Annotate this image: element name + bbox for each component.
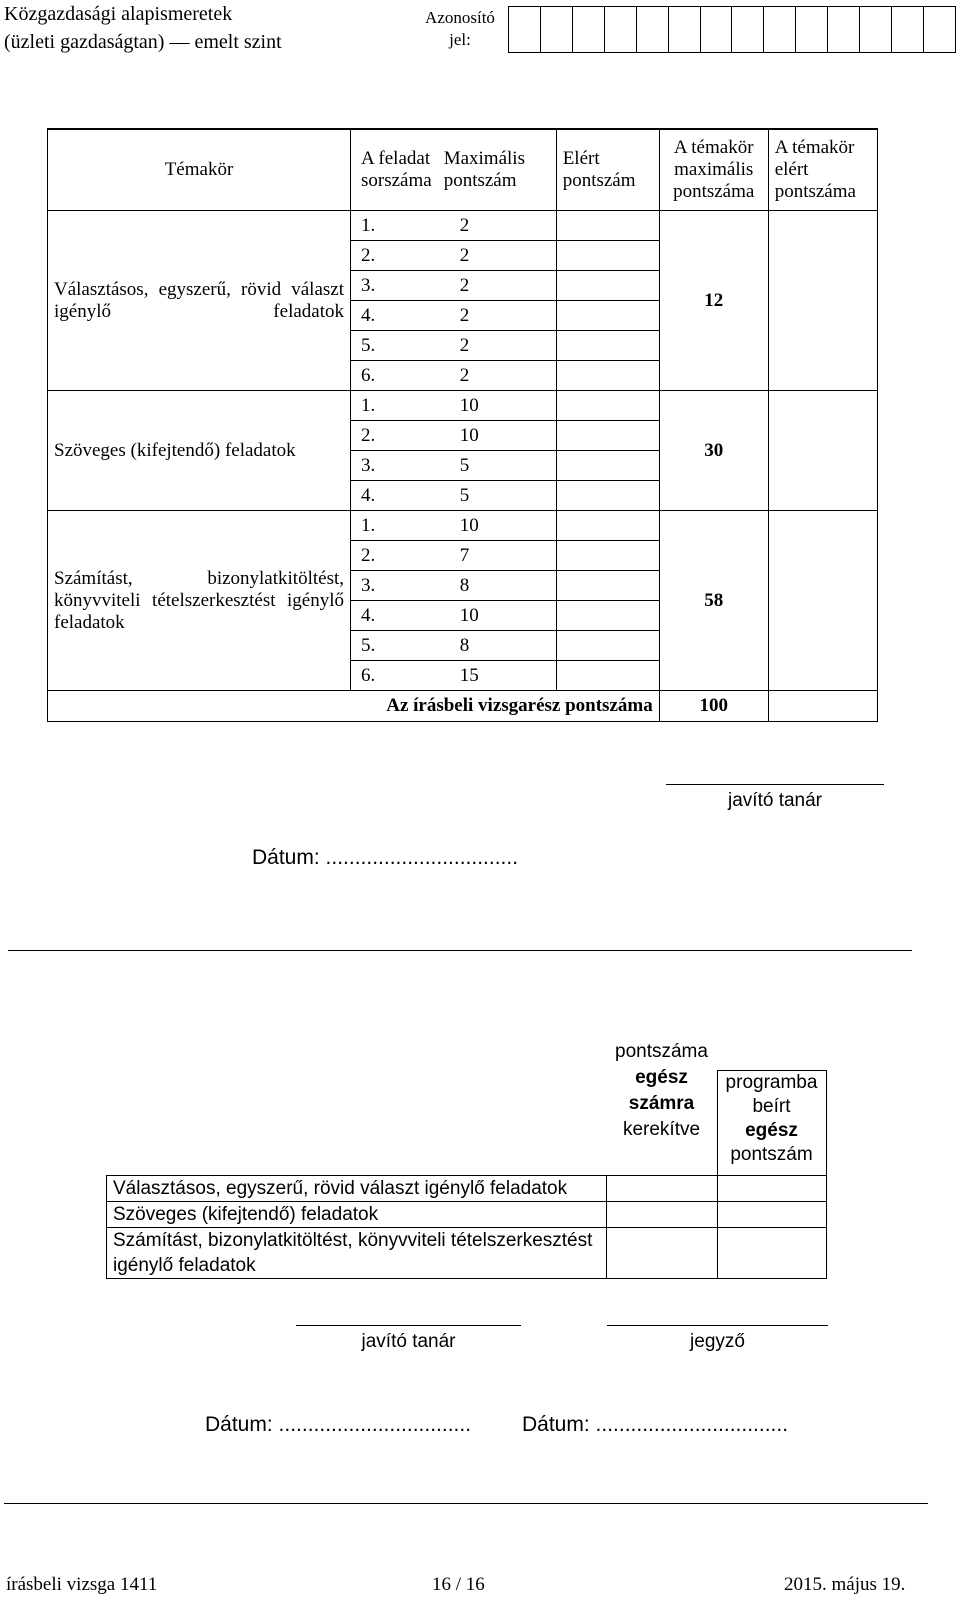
- id-box[interactable]: [540, 6, 572, 53]
- topic-cell: Választásos, egyszerű, rövid választ igénylő feladatok: [48, 211, 351, 391]
- head-rounded: pontszáma egész számra kerekítve: [615, 1040, 708, 1140]
- footer-exam: írásbeli vizsga 1411: [6, 1574, 158, 1595]
- max-points: 2: [438, 301, 557, 331]
- program-points-cell[interactable]: [717, 1175, 826, 1201]
- topic-max: 30: [659, 391, 768, 511]
- achieved-cell[interactable]: [556, 301, 659, 331]
- document-header: [4, 0, 282, 56]
- task-number: 3.: [351, 271, 438, 301]
- id-box[interactable]: [668, 6, 700, 53]
- task-number: 5.: [351, 631, 438, 661]
- achieved-cell[interactable]: [556, 241, 659, 271]
- topic-achieved-cell[interactable]: [768, 391, 877, 511]
- topic-cell: Számítást, bizonylatkitöltést, könyvviteli tételszerkesztést igénylő feladatok: [48, 511, 351, 691]
- task-number: 6.: [351, 361, 438, 391]
- summary-table: [106, 1040, 827, 1279]
- max-points: 2: [438, 211, 557, 241]
- subject-level: (üzleti gazdaságtan) — emelt szint: [4, 31, 282, 53]
- id-box[interactable]: [572, 6, 604, 53]
- task-number: 4.: [351, 481, 438, 511]
- max-points: 10: [438, 511, 557, 541]
- col-max-points: Maximális pontszám: [438, 129, 557, 211]
- rounded-points-cell[interactable]: [607, 1175, 718, 1201]
- subject-title: Közgazdasági alapismeretek: [4, 3, 233, 25]
- date-field[interactable]: Dátum: .................................: [252, 846, 519, 869]
- head-program: programba beírt egész pontszám: [725, 1072, 818, 1165]
- achieved-cell[interactable]: [556, 481, 659, 511]
- corrector-label: javító tanár: [728, 790, 822, 811]
- max-points: 2: [438, 331, 557, 361]
- date-field-registrar[interactable]: Dátum: .................................: [522, 1413, 789, 1436]
- achieved-cell[interactable]: [556, 511, 659, 541]
- max-points: 10: [438, 601, 557, 631]
- program-points-cell[interactable]: [717, 1227, 826, 1278]
- summary-row-label: Választásos, egyszerű, rövid választ igénylő feladatok: [107, 1175, 607, 1201]
- id-box[interactable]: [763, 6, 795, 53]
- max-points: 2: [438, 361, 557, 391]
- task-number: 5.: [351, 331, 438, 361]
- id-box[interactable]: [731, 6, 763, 53]
- signature-line-registrar: [607, 1325, 828, 1326]
- max-points: 15: [438, 661, 557, 691]
- topic-max: 12: [659, 211, 768, 391]
- signature-line: [666, 784, 884, 785]
- total-value: 100: [659, 691, 768, 722]
- id-box[interactable]: [891, 6, 923, 53]
- achieved-cell[interactable]: [556, 361, 659, 391]
- achieved-cell[interactable]: [556, 571, 659, 601]
- summary-row-label: Számítást, bizonylatkitöltést, könyvviteli tételszerkesztést igénylő feladatok: [107, 1227, 607, 1278]
- achieved-cell[interactable]: [556, 391, 659, 421]
- corrector-label-2: javító tanár: [361, 1331, 456, 1352]
- task-number: 4.: [351, 301, 438, 331]
- col-achieved: Elért pontszám: [556, 129, 659, 211]
- max-points: 7: [438, 541, 557, 571]
- task-number: 1.: [351, 211, 438, 241]
- footer-page: 16 / 16: [432, 1574, 485, 1595]
- max-points: 2: [438, 271, 557, 301]
- topic-achieved-cell[interactable]: [768, 211, 877, 391]
- col-topic: Témakör: [48, 129, 351, 211]
- achieved-cell[interactable]: [556, 211, 659, 241]
- task-number: 2.: [351, 541, 438, 571]
- footer-date: 2015. május 19.: [784, 1574, 906, 1595]
- topic-achieved-cell[interactable]: [768, 511, 877, 691]
- achieved-cell[interactable]: [556, 331, 659, 361]
- id-label: Azonosító jel:: [425, 8, 495, 49]
- task-number: 1.: [351, 511, 438, 541]
- total-label: Az írásbeli vizsgarész pontszáma: [48, 691, 660, 722]
- id-box[interactable]: [923, 6, 956, 53]
- id-box[interactable]: [795, 6, 827, 53]
- col-topic-max: A témakör maximális pontszáma: [659, 129, 768, 211]
- program-points-cell[interactable]: [717, 1201, 826, 1227]
- achieved-cell[interactable]: [556, 271, 659, 301]
- achieved-cell[interactable]: [556, 421, 659, 451]
- max-points: 8: [438, 571, 557, 601]
- col-topic-achieved: A témakör elért pontszáma: [768, 129, 877, 211]
- col-task-number: A feladat sorszáma: [351, 129, 438, 211]
- rounded-points-cell[interactable]: [607, 1227, 718, 1278]
- footer-line: [4, 1503, 928, 1504]
- summary-row-label: Szöveges (kifejtendő) feladatok: [107, 1201, 607, 1227]
- id-box[interactable]: [636, 6, 668, 53]
- total-achieved-cell[interactable]: [768, 691, 877, 722]
- achieved-cell[interactable]: [556, 451, 659, 481]
- max-points: 5: [438, 481, 557, 511]
- task-number: 2.: [351, 241, 438, 271]
- id-box[interactable]: [604, 6, 636, 53]
- achieved-cell[interactable]: [556, 631, 659, 661]
- id-box[interactable]: [827, 6, 859, 53]
- task-number: 4.: [351, 601, 438, 631]
- id-boxes[interactable]: [508, 6, 956, 53]
- max-points: 10: [438, 421, 557, 451]
- task-number: 1.: [351, 391, 438, 421]
- score-table: [47, 128, 878, 722]
- id-box[interactable]: [859, 6, 891, 53]
- id-box[interactable]: [700, 6, 732, 53]
- max-points: 5: [438, 451, 557, 481]
- signature-line-corrector: [296, 1325, 521, 1326]
- achieved-cell[interactable]: [556, 601, 659, 631]
- task-number: 2.: [351, 421, 438, 451]
- topic-max: 58: [659, 511, 768, 691]
- rounded-points-cell[interactable]: [607, 1201, 718, 1227]
- id-box[interactable]: [508, 6, 540, 53]
- max-points: 2: [438, 241, 557, 271]
- separator-line: [8, 950, 912, 951]
- registrar-label: jegyző: [690, 1331, 745, 1352]
- task-number: 6.: [351, 661, 438, 691]
- task-number: 3.: [351, 451, 438, 481]
- achieved-cell[interactable]: [556, 661, 659, 691]
- achieved-cell[interactable]: [556, 541, 659, 571]
- topic-cell: Szöveges (kifejtendő) feladatok: [48, 391, 351, 511]
- max-points: 8: [438, 631, 557, 661]
- date-field-corrector[interactable]: Dátum: .................................: [205, 1413, 472, 1436]
- task-number: 3.: [351, 571, 438, 601]
- max-points: 10: [438, 391, 557, 421]
